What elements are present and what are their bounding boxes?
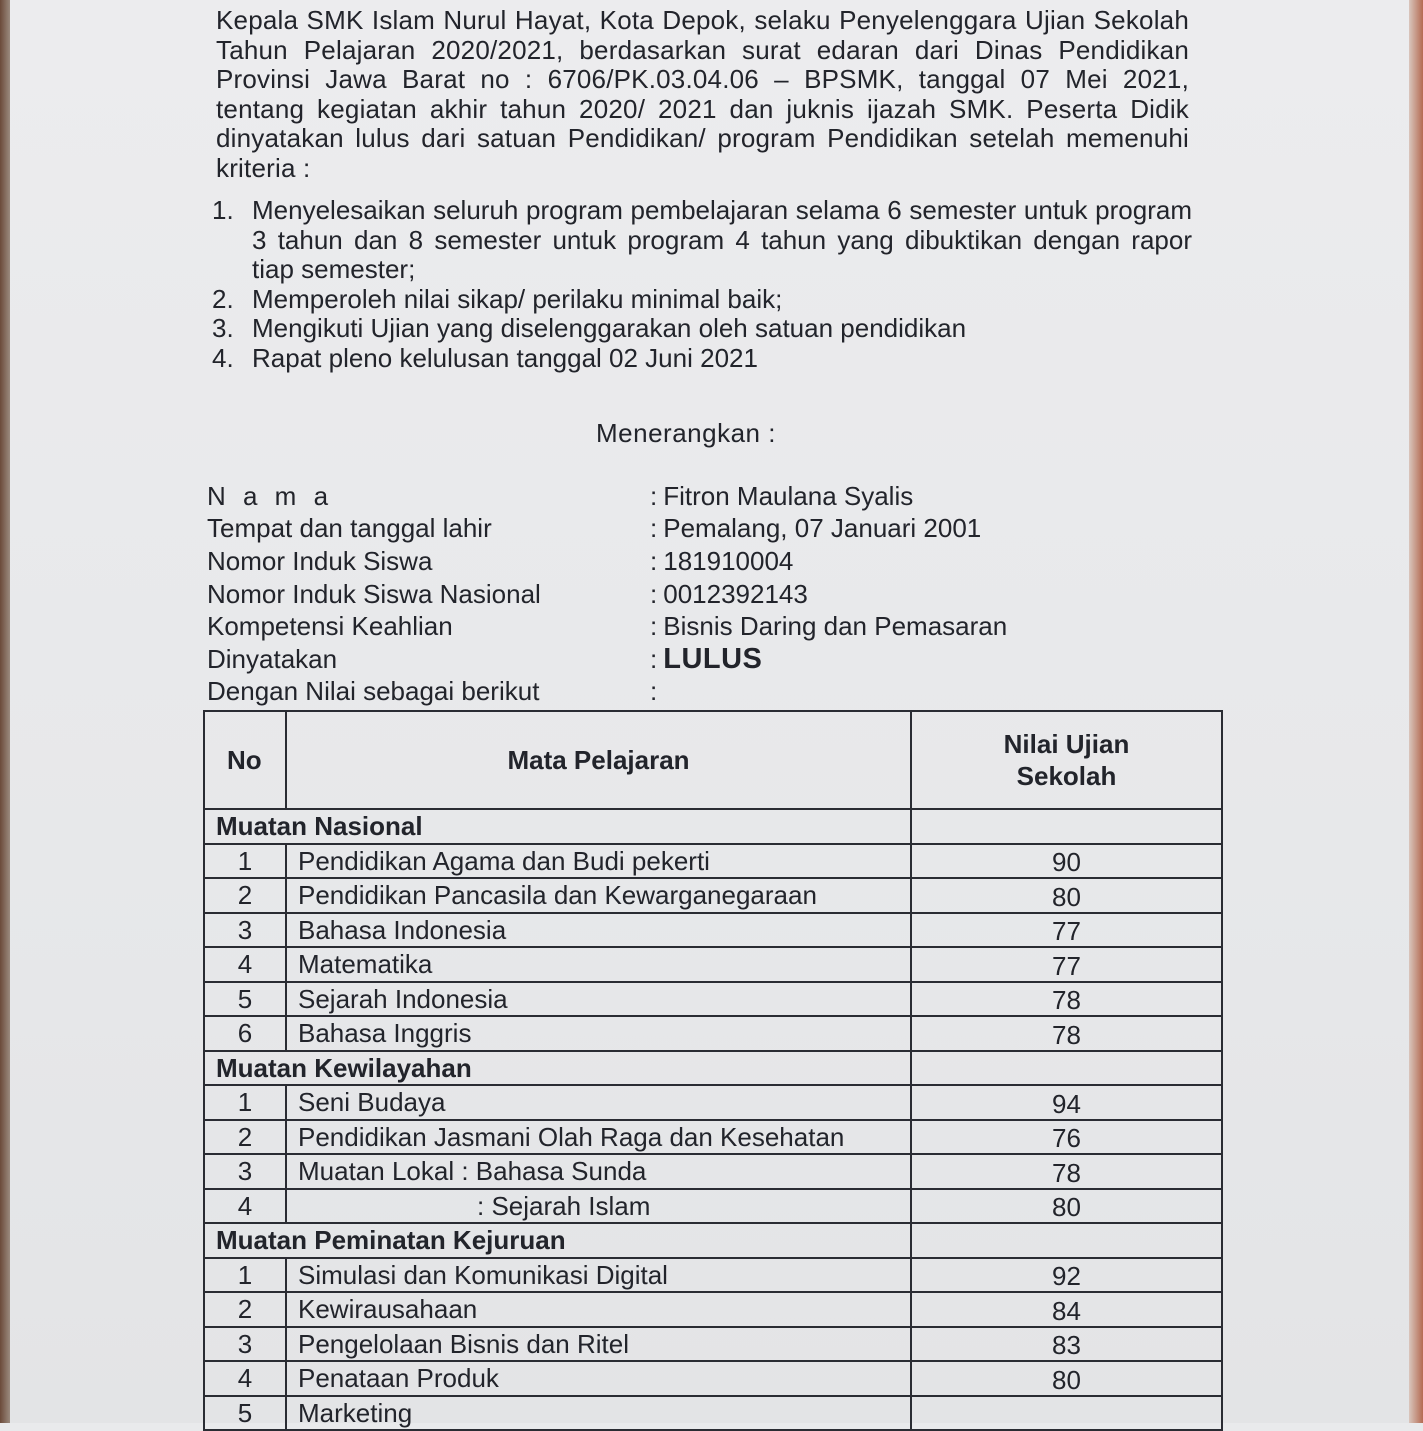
row-subject: Simulasi dan Komunikasi Digital [286, 1258, 911, 1293]
row-score: 78 [911, 1154, 1222, 1189]
row-score: 80 [911, 1189, 1222, 1224]
table-header-row [204, 711, 1222, 809]
table-row [204, 1327, 1222, 1362]
row-score: 94 [911, 1085, 1222, 1120]
row-subject: Seni Budaya [286, 1085, 911, 1120]
header-score-line2: Sekolah [1016, 761, 1117, 791]
status-row [207, 643, 1107, 676]
row-no: 2 [204, 1120, 286, 1155]
menerangkan-heading: Menerangkan : [596, 418, 776, 448]
competency-row [207, 610, 1107, 643]
birth-label: Tempat dan tanggal lahir [207, 513, 492, 544]
table-row [204, 1292, 1222, 1327]
table-row [204, 1085, 1222, 1120]
criteria-number: 2. [212, 283, 234, 314]
table-row [204, 982, 1222, 1017]
table-row [204, 1120, 1222, 1155]
section-title: Muatan Peminatan Kejuruan [204, 1223, 911, 1258]
row-score: 92 [911, 1258, 1222, 1293]
row-no: 1 [204, 844, 286, 879]
colon: : [650, 578, 658, 609]
criteria-item [212, 344, 1192, 374]
criteria-number: 4. [212, 342, 234, 373]
birth-row [207, 513, 1107, 546]
row-score: 83 [911, 1327, 1222, 1362]
row-no: 3 [204, 1154, 286, 1189]
criteria-number: 3. [212, 313, 234, 343]
student-name-label: N a m a [207, 480, 334, 511]
row-no: 5 [204, 982, 286, 1017]
row-no: 4 [204, 1189, 286, 1224]
student-name-row [207, 480, 1107, 513]
row-no: 5 [204, 1396, 286, 1431]
section-row [204, 809, 1222, 844]
row-no: 2 [204, 878, 286, 913]
intro-paragraph: Kepala SMK Islam Nurul Hayat, Kota Depok, selaku Penyelenggara Ujian Sekolah Tahun Pelajaran 2020/2021, berdasarkan surat edaran dari Dinas Pendidikan Provinsi Jawa Barat no : 6706/PK.03.04.06 – BPSMK, tanggal 07 Mei 2021, tentang kegiatan akhir tahun 2020/ 2021 dan juknis ijazah SMK. Peserta Didik dinyatakan lulus dari satuan Pendidikan/ program Pendidikan setelah memenuhi kriteria : [216, 5, 1189, 183]
nisn-value: 0012392143 [663, 578, 808, 609]
student-name-value: Fitron Maulana Syalis [663, 480, 914, 511]
row-subject: Matematika [286, 947, 911, 982]
colon: : [650, 480, 658, 511]
row-score: 76 [911, 1120, 1222, 1155]
birth-value: Pemalang, 07 Januari 2001 [663, 513, 982, 544]
table-row [204, 1361, 1222, 1396]
row-subject: Pendidikan Jasmani Olah Raga dan Kesehatan [286, 1120, 911, 1155]
row-subject: Sejarah Indonesia [286, 982, 911, 1017]
table-row [204, 1154, 1222, 1189]
status-label: Dinyatakan [207, 643, 338, 674]
row-no: 4 [204, 947, 286, 982]
row-score: 80 [911, 1361, 1222, 1396]
header-score [911, 711, 1222, 809]
table-row [204, 844, 1222, 879]
criteria-item [212, 196, 1192, 285]
nis-row [207, 545, 1107, 578]
row-subject: Bahasa Indonesia [286, 913, 911, 948]
nis-value: 181910004 [663, 545, 794, 576]
section-score-cell [911, 1051, 1222, 1086]
row-no: 1 [204, 1258, 286, 1293]
grades-intro-row [207, 676, 1107, 709]
row-subject: Pengelolaan Bisnis dan Ritel [286, 1327, 911, 1362]
row-no: 6 [204, 1016, 286, 1051]
row-subject: Pendidikan Agama dan Budi pekerti [286, 844, 911, 879]
header-score-line1: Nilai Ujian [1003, 729, 1130, 759]
criteria-list [212, 196, 1192, 373]
row-score: 80 [911, 878, 1222, 913]
row-score: 78 [911, 982, 1222, 1017]
row-subject: : Sejarah Islam [286, 1189, 911, 1224]
competency-value: Bisnis Daring dan Pemasaran [663, 611, 1008, 642]
row-no: 2 [204, 1292, 286, 1327]
table-row [204, 1016, 1222, 1051]
criteria-text: Memperoleh nilai sikap/ perilaku minimal baik; [252, 283, 783, 314]
row-no: 3 [204, 913, 286, 948]
row-score: 78 [911, 1016, 1222, 1051]
criteria-text: Menyelesaikan seluruh program pembelajaran selama 6 semester untuk program 3 tahun dan 8 semester untuk program 4 tahun yang dibuktikan dengan rapor tiap semester; [252, 195, 1192, 284]
row-subject: Muatan Lokal : Bahasa Sunda [286, 1154, 911, 1189]
grades-table [203, 710, 1223, 1431]
table-row [204, 1189, 1222, 1224]
background-edge-left [0, 0, 10, 1423]
table-row [204, 1396, 1222, 1431]
header-subject: Mata Pelajaran [286, 711, 911, 809]
row-subject: Marketing [286, 1396, 911, 1431]
section-title: Muatan Kewilayahan [204, 1051, 911, 1086]
section-row [204, 1051, 1222, 1086]
row-score [911, 1396, 1222, 1431]
table-row [204, 947, 1222, 982]
header-no: No [204, 711, 286, 809]
row-subject: Pendidikan Pancasila dan Kewarganegaraan [286, 878, 911, 913]
criteria-item [212, 314, 1192, 344]
section-title: Muatan Nasional [204, 809, 911, 844]
criteria-text: Mengikuti Ujian yang diselenggarakan oleh satuan pendidikan [252, 313, 967, 343]
row-score: 77 [911, 913, 1222, 948]
criteria-text: Rapat pleno kelulusan tanggal 02 Juni 2021 [252, 342, 758, 373]
table-row [204, 913, 1222, 948]
colon: : [650, 545, 658, 576]
colon: : [650, 643, 658, 674]
colon: : [650, 676, 658, 707]
row-no: 3 [204, 1327, 286, 1362]
table-row [204, 1258, 1222, 1293]
colon: : [650, 611, 658, 642]
row-subject: Penataan Produk [286, 1361, 911, 1396]
row-no: 1 [204, 1085, 286, 1120]
row-score: 90 [911, 844, 1222, 879]
nisn-label: Nomor Induk Siswa Nasional [207, 578, 541, 609]
background-edge-right [1409, 0, 1423, 1423]
criteria-item [212, 285, 1192, 315]
status-value: LULUS [663, 642, 763, 675]
competency-label: Kompetensi Keahlian [207, 611, 453, 642]
nis-label: Nomor Induk Siswa [207, 545, 433, 576]
row-no: 4 [204, 1361, 286, 1396]
row-score: 84 [911, 1292, 1222, 1327]
section-row [204, 1223, 1222, 1258]
grades-intro-label: Dengan Nilai sebagai berikut [207, 676, 540, 707]
criteria-number: 1. [212, 195, 234, 225]
row-subject: Kewirausahaan [286, 1292, 911, 1327]
section-score-cell [911, 1223, 1222, 1258]
nisn-row [207, 578, 1107, 611]
student-info [207, 480, 1107, 708]
row-subject: Bahasa Inggris [286, 1016, 911, 1051]
section-score-cell [911, 809, 1222, 844]
colon: : [650, 513, 658, 544]
table-row [204, 878, 1222, 913]
row-score: 77 [911, 947, 1222, 982]
